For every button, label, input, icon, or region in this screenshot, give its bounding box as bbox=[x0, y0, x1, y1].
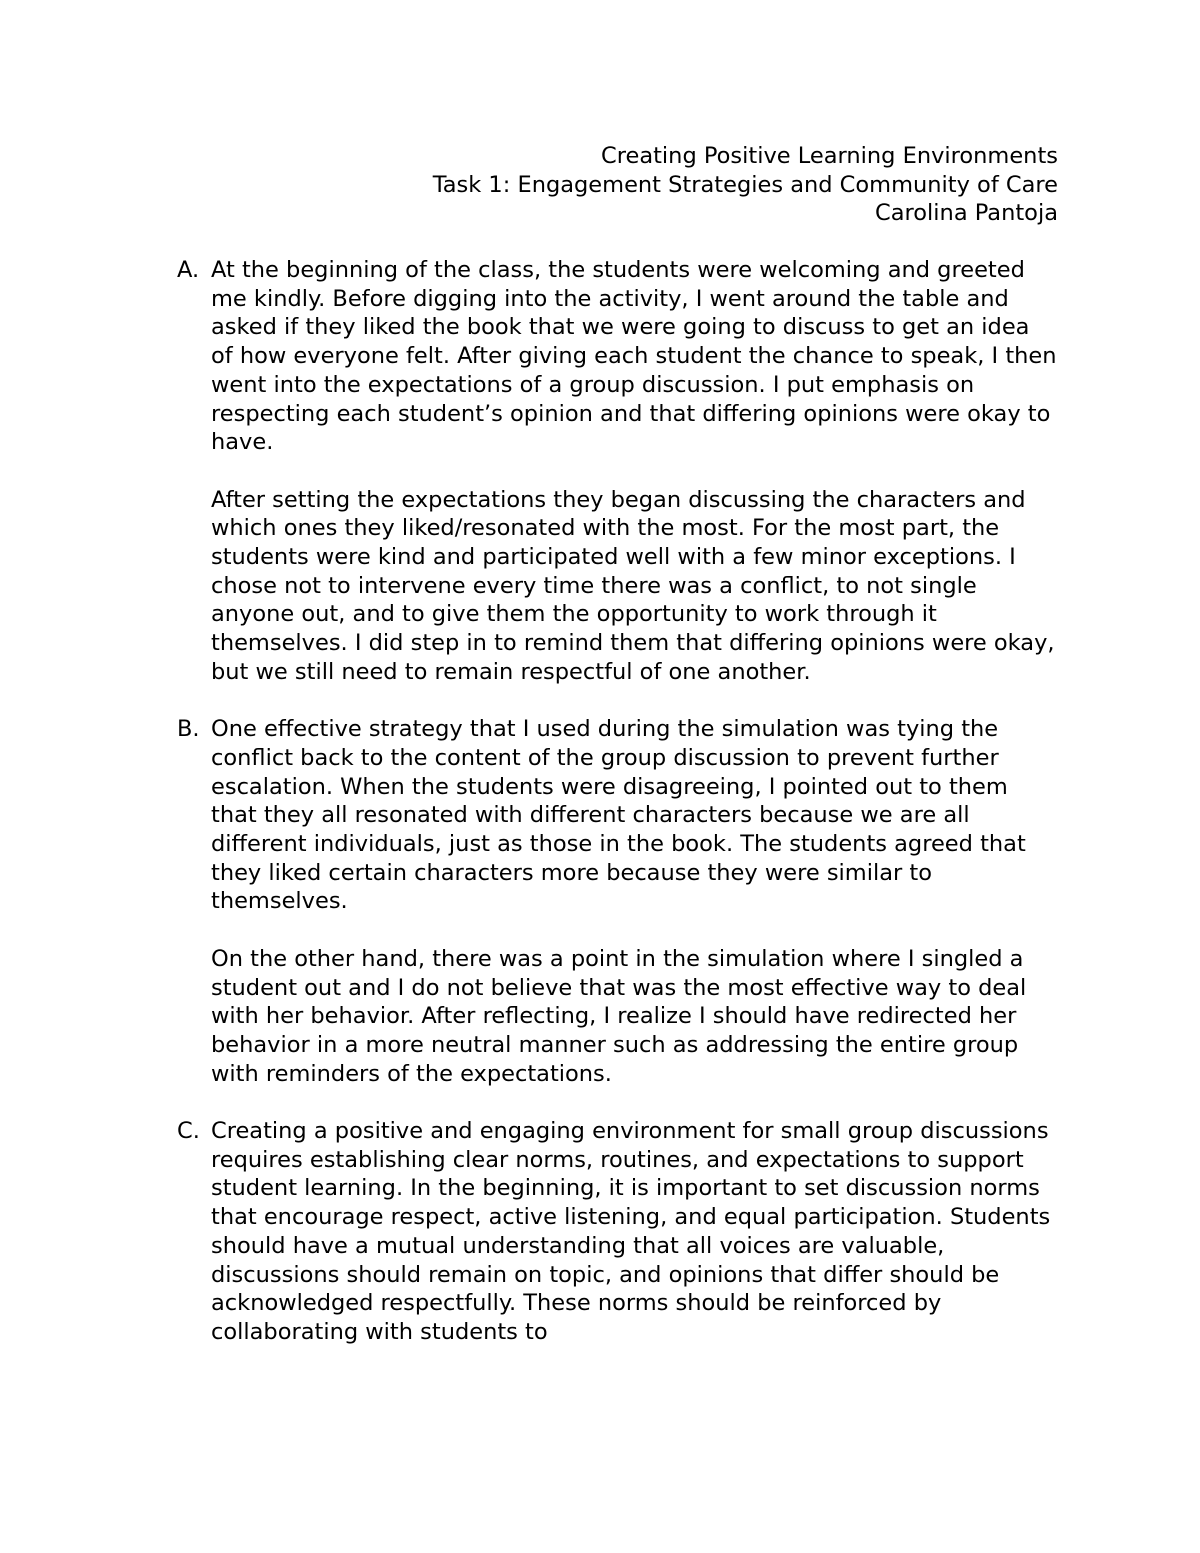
section-a bbox=[177, 256, 1057, 687]
section-b-paragraph-1: One effective strategy that I used during the simulation was tying the conflict back to the content of the group discussion to prevent further escalation. When the students were disagreeing, I pointed out to them that they all resonated with different characters because we are all different individuals, just as those in the book. The students agreed that they liked certain characters more because they were similar to themselves. bbox=[211, 716, 1026, 915]
section-b-marker: B. bbox=[177, 716, 200, 743]
course-title: Creating Positive Learning Environments bbox=[601, 143, 1058, 169]
document-body bbox=[177, 256, 1057, 1347]
section-c-marker: C. bbox=[177, 1118, 200, 1145]
section-a-paragraph-1: At the beginning of the class, the students were welcoming and greeted me kindly. Before digging into the activity, I went around the table and asked if they liked the book that we were going to discuss to get an idea of how everyone felt. After giving each student the chance to speak, I then went into the expectations of a group discussion. I put emphasis on respecting each student’s opinion and that differing opinions were okay to have. bbox=[211, 257, 1057, 456]
document-header bbox=[158, 142, 1058, 228]
section-c-paragraph-1: Creating a positive and engaging environment for small group discussions requires establishing clear norms, routines, and expectations to support student learning. In the beginning, it is important to set discussion norms that encourage respect, active listening, and equal participation. Students should have a mutual understanding that all voices are valuable, discussions should remain on topic, and opinions that differ should be acknowledged respectfully. These norms should be reinforced by collaborating with students to bbox=[211, 1118, 1051, 1345]
task-title: Task 1: Engagement Strategies and Community of Care bbox=[432, 171, 1058, 198]
section-a-marker: A. bbox=[177, 257, 200, 283]
section-c bbox=[177, 1117, 1057, 1347]
section-b-paragraph-2: On the other hand, there was a point in the simulation where I singled a student out and I do not believe that was the most effective way to deal with her behavior. After reflecting, I realize I should have redirected her behavior in a more neutral manner such as addressing the entire group with reminders of the expectations. bbox=[211, 945, 1027, 1087]
section-b bbox=[177, 715, 1057, 1088]
section-a-paragraph-2: After setting the expectations they began discussing the characters and which ones they liked/resonated with the most. For the most part, the students were kind and participated well with a few minor exceptions. I chose not to intervene every time there was a conflict, to not single anyone out, and to give them the opportunity to work through it themselves. I did step in to remind them that differing opinions were okay, but we still need to remain respectful of one another. bbox=[211, 486, 1055, 685]
author-name: Carolina Pantoja bbox=[875, 200, 1058, 227]
